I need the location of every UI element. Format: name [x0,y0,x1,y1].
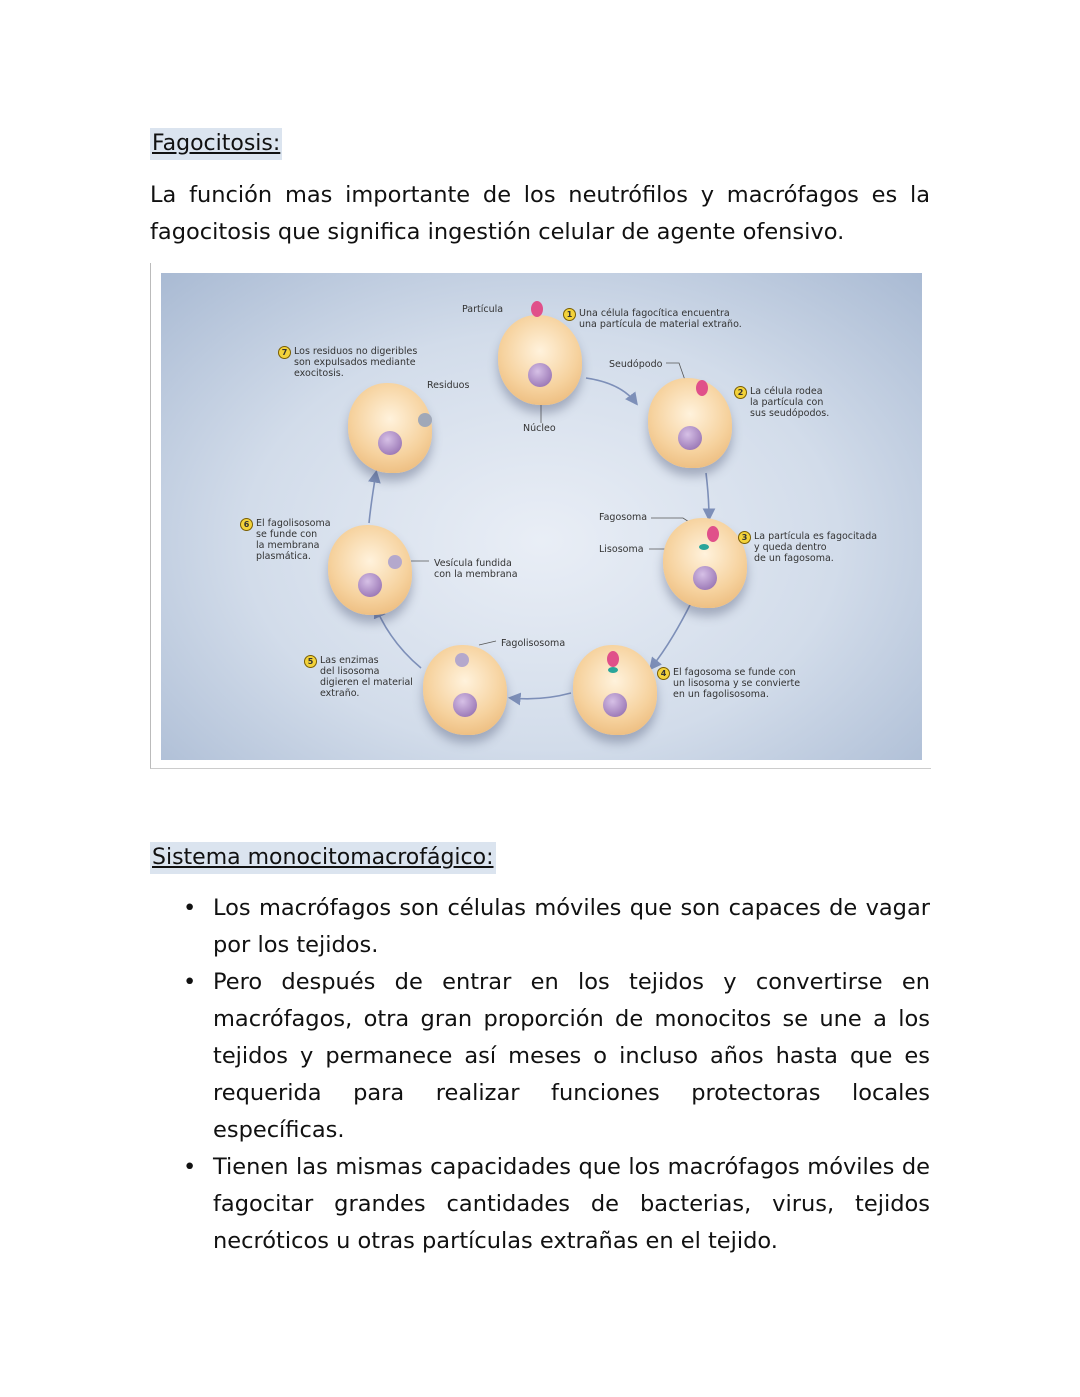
caption-text [320,655,413,699]
nucleus [678,426,702,450]
caption-line: la membrana [256,540,320,551]
caption-line: digieren el material [320,677,413,688]
residues [418,413,432,427]
step-number-badge: 4 [657,667,670,680]
bullet-icon: • [183,1154,197,1180]
caption-line: del lisosoma [320,666,380,677]
step-number-badge: 1 [563,308,576,321]
step-2-caption [734,386,829,419]
label-particula: Partícula [462,304,504,315]
list-item-text: Los macrófagos son células móviles que son capaces de vagar por los tejidos. [213,895,930,958]
caption-line: exocitosis. [294,368,344,379]
caption-text [294,346,417,379]
nucleus [603,693,627,717]
cell-step-3 [663,518,747,608]
list-item-text: Tienen las mismas capacidades que los macrófagos móviles de fagocitar grandes cantidades de bacterias, virus, tejidos necróticos u otras partículas extrañas en el tejido. [213,1154,930,1254]
caption-line: plasmática. [256,551,311,562]
phagocytosis-diagram [161,273,922,760]
section-heading-sistema-monocitomacrofagico: Sistema monocitomacrofágico: [150,842,496,874]
step-3-caption [738,531,877,564]
label-nucleo: Núcleo [523,423,556,434]
caption-line: Una célula fagocítica encuentra [579,308,730,319]
particle [696,380,708,396]
caption-line: Los residuos no digeribles [294,346,418,357]
caption-line: sus seudópodos. [750,408,830,419]
step-number-badge: 7 [278,346,291,359]
bullet-icon: • [183,969,197,995]
section-heading-fagocitosis: Fagocitosis: [150,128,282,160]
caption-text [673,667,800,700]
cell-step-5 [423,645,507,735]
step-number-badge: 2 [734,386,747,399]
label-fagolisosoma: Fagolisosoma [501,638,566,649]
caption-line: La partícula es fagocitada [754,531,878,542]
label-line: con la membrana [434,569,518,580]
nucleus [693,566,717,590]
list-item [150,964,930,1149]
label-residuos: Residuos [427,380,470,391]
step-number-badge: 5 [304,655,317,668]
step-number-badge: 3 [738,531,751,544]
phagosome [707,526,719,542]
label-line: Vesícula fundida [434,558,512,569]
lysosome [699,544,709,550]
list-item [150,1149,930,1260]
fagocitosis-paragraph: La función mas importante de los neutrófilos y macrófagos es la fagocitosis que significa ingestión celular de agente ofensivo. [150,182,930,245]
caption-line: El fagosoma se funde con [673,667,796,678]
phagolysosome [455,653,469,667]
caption-line: extraño. [320,688,360,699]
caption-line: en un fagolisosoma. [673,689,769,700]
step-7-caption [278,346,417,379]
cell-step-7 [348,383,432,473]
caption-line: se funde con [256,529,318,540]
caption-text [579,308,742,330]
particle [531,301,543,317]
list-item-text: Pero después de entrar en los tejidos y convertirse en macrófagos, otra gran proporción de monocitos se une a los tejidos y permanece así meses o incluso años hasta que es requerida para realizar funciones protectoras locales específicas. [213,969,930,1143]
lysosome [608,667,618,673]
caption-line: un lisosoma y se convierte [673,678,801,689]
bullet-list [150,890,930,1260]
caption-line: y queda dentro [754,542,827,553]
nucleus [453,693,477,717]
step-4-caption [657,667,800,700]
caption-text [754,531,877,564]
step-1-caption [563,308,742,330]
step-5-caption [304,655,413,699]
cell-step-6 [328,525,412,615]
step-number-badge: 6 [240,518,253,531]
step-6-caption [240,518,331,562]
label-seudopodo: Seudópodo [609,359,663,370]
nucleus [528,363,552,387]
bullet-icon: • [183,895,197,921]
caption-line: la partícula con [750,397,824,408]
list-item [150,890,930,964]
fused-vesicle [388,555,402,569]
caption-line: de un fagosoma. [754,553,834,564]
label-lisosoma: Lisosoma [599,544,644,555]
label-vesicula [434,558,518,580]
caption-line: Las enzimas [320,655,379,666]
caption-line: El fagolisosoma [256,518,331,529]
cell-step-4 [573,645,657,735]
phagosome [607,651,619,667]
caption-line: una partícula de material extraño. [579,319,742,330]
caption-line: La célula rodea [750,386,823,397]
label-fagosoma: Fagosoma [599,512,648,523]
caption-text [750,386,829,419]
caption-text [256,518,331,562]
caption-line: son expulsados mediante [294,357,416,368]
nucleus [378,431,402,455]
nucleus [358,573,382,597]
cell-step-2 [648,378,732,468]
